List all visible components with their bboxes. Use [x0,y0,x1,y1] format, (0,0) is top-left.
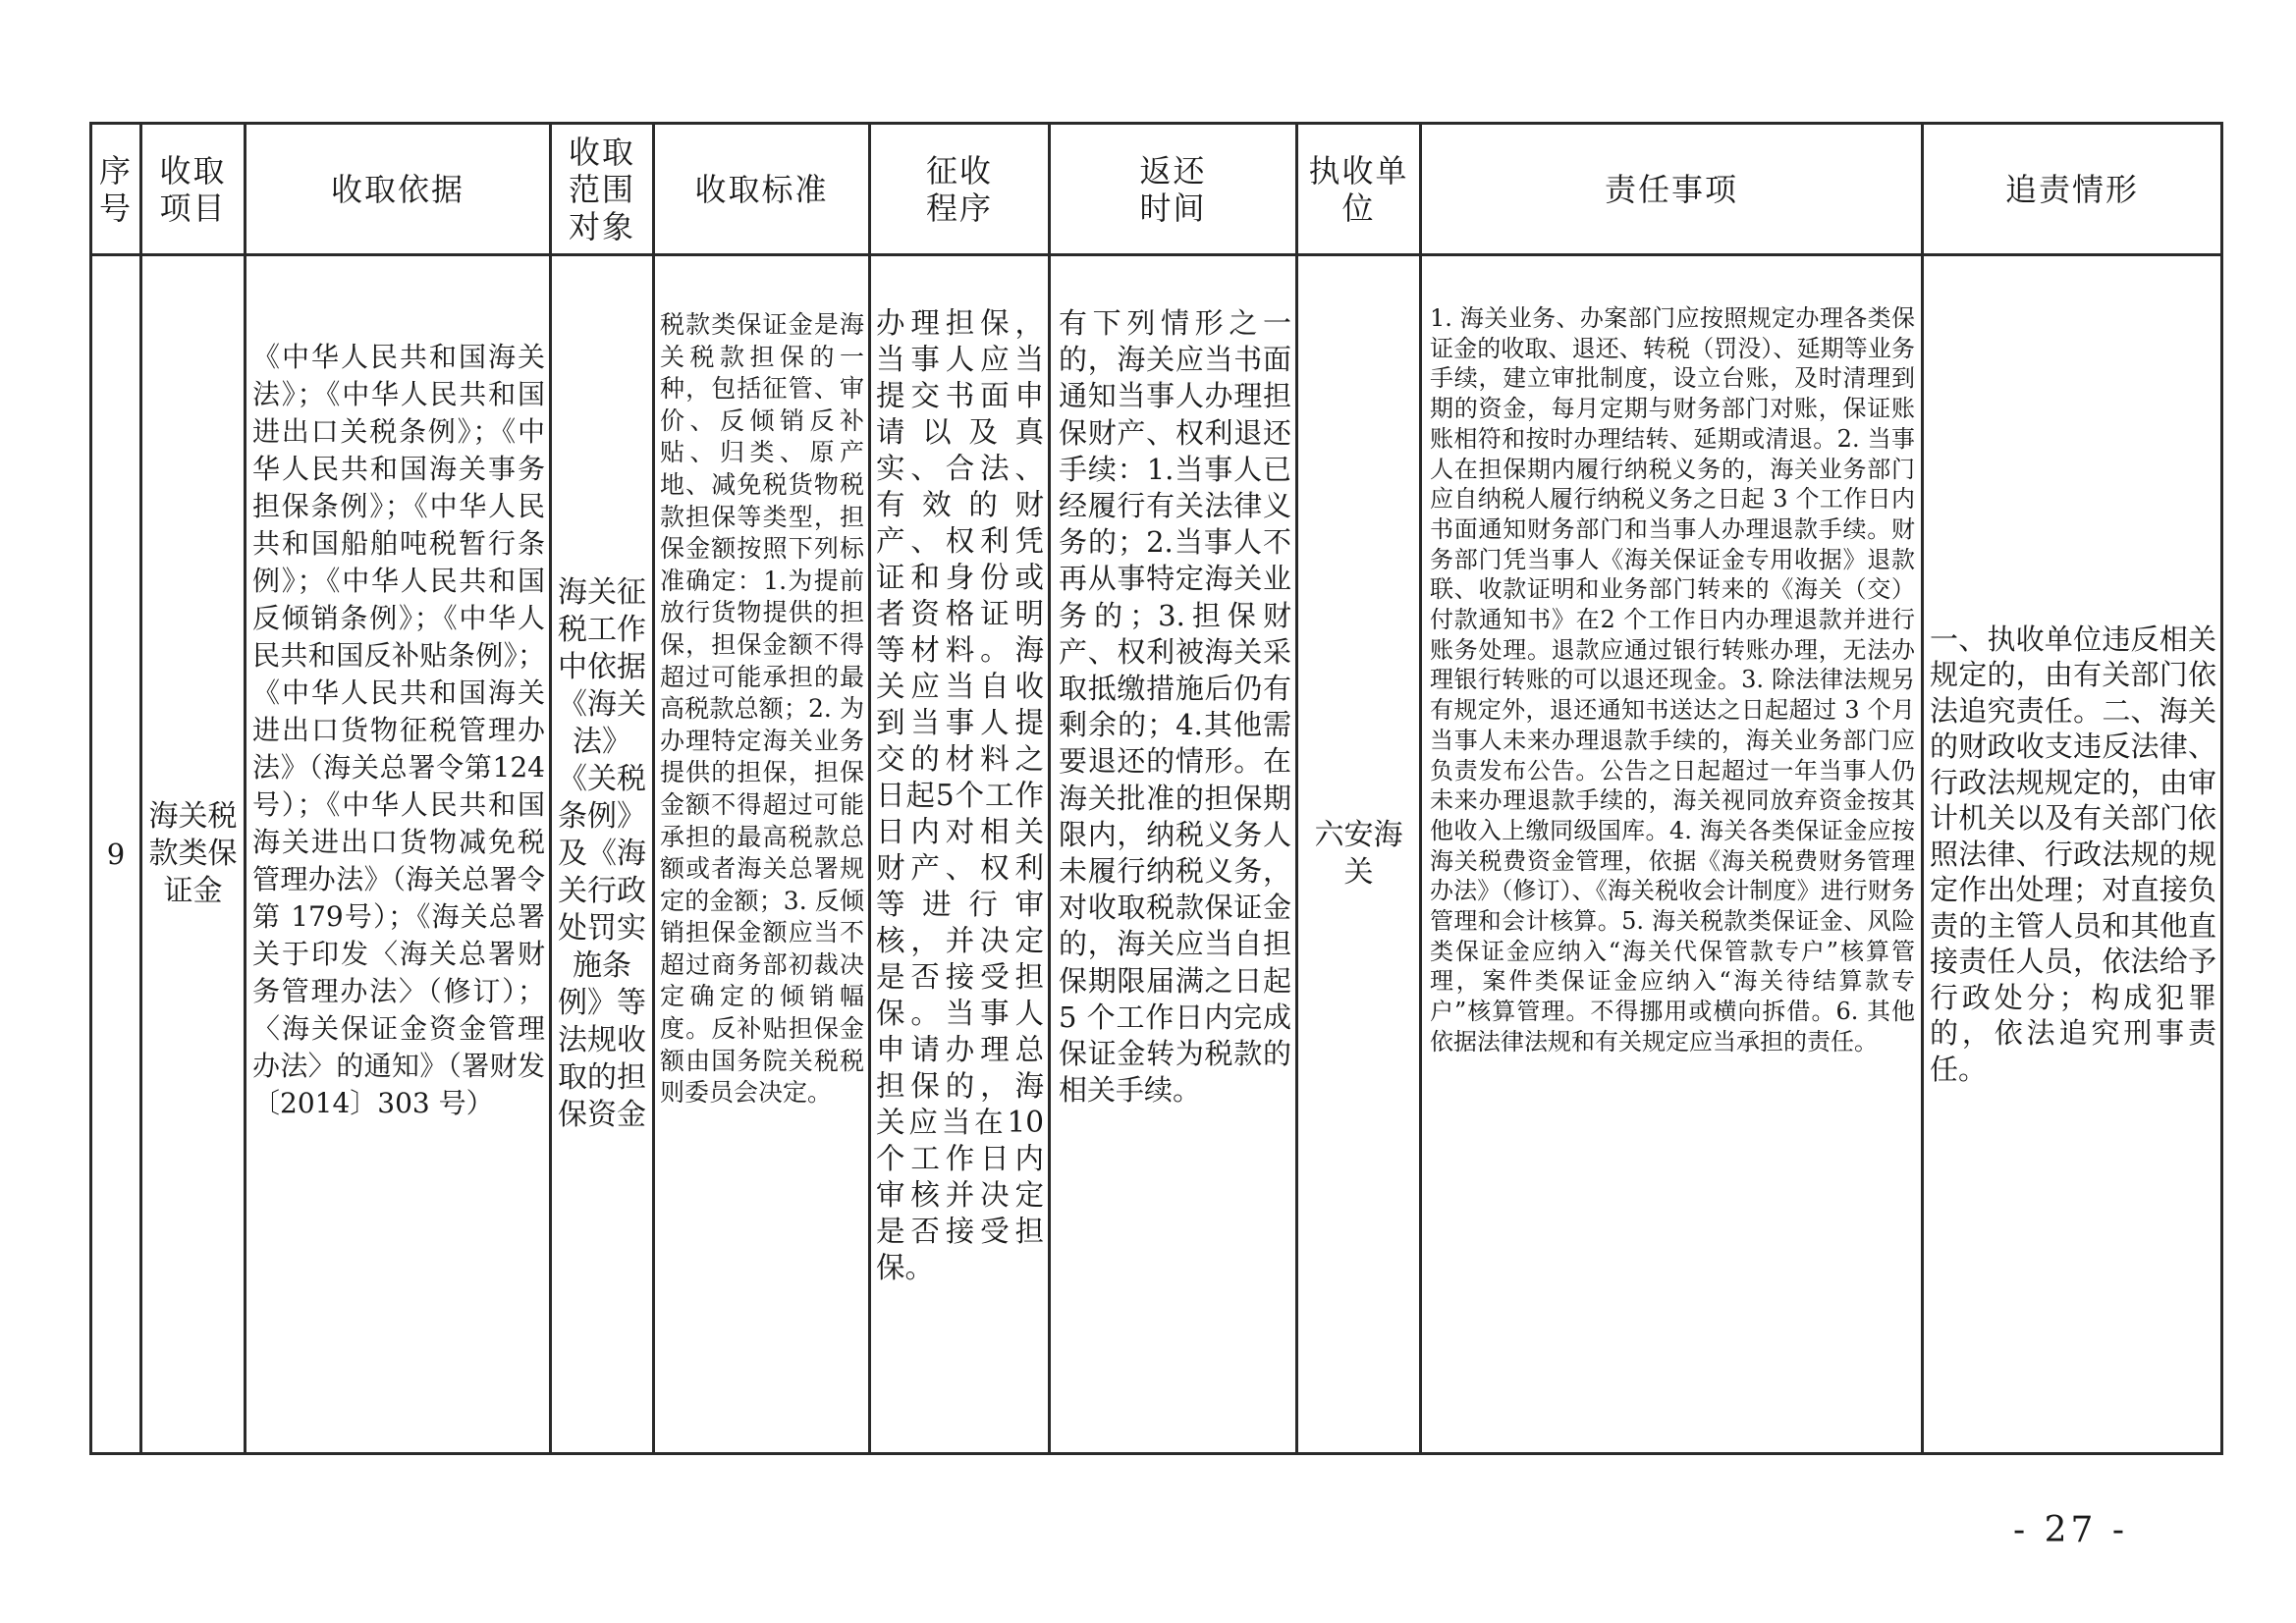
cell-basis: 《中华人民共和国海关法》；《中华人民共和国进出口关税条例》；《中华人民共和国海关事务担保条例》；《中华人民共和国船舶吨税暂行条例》；《中华人民共和国反倾销条例》；《中华人民共和国反补贴条例》；《中华人民共和国海关进出口货物征税管理办法》（海关总署令第124号）；《中华人民共和国海关进出口货物减免税管理办法》（海关总署令第 179号）；《海关总署关于印发〈海关总署财务管理办法〉（修订）；〈海关保证金资金管理办法〉的通知》（署财发〔2014〕303 号） [246,255,551,1454]
header-scope: 收取范围对象 [551,124,654,255]
cell-return-time: 有下列情形之一的，海关应当书面通知当事人办理担保财产、权利退还手续：1.当事人已经履行有关法律义务的；2.当事人不再从事特定海关业务的；3.担保财产、权利被海关采取抵缴措施后仍有剩余的；4.其他需要退还的情形。在海关批准的担保期限内，纳税义务人未履行纳税义务，对收取税款保证金的，海关应当自担保期限届满之日起 5 个工作日内完成保证金转为税款的相关手续。 [1050,255,1297,1454]
header-accountability: 追责情形 [1923,124,2222,255]
header-row [91,124,2222,255]
header-seq: 序号 [91,124,141,255]
cell-scope: 海关征税工作中依据《海关法》《关税条例》及《海关行政处罚实施条例》等法规收取的担保资金 [551,255,654,1454]
header-responsibility: 责任事项 [1421,124,1923,255]
cell-procedure: 办理担保，当事人应当提交书面申请以及真实、合法、有效的财产、权利凭证和身份或者资格证明等材料。海关应当自收到当事人提交的材料之日起5个工作日内对相关财产、权利等进行审核，并决定是否接受担保。当事人申请办理总担保的，海关应当在10个工作日内审核并决定是否接受担保。 [870,255,1050,1454]
cell-item: 海关税款类保证金 [141,255,246,1454]
table-row [91,255,2222,1454]
header-item: 收取项目 [141,124,246,255]
cell-responsibility: 1. 海关业务、办案部门应按照规定办理各类保证金的收取、退还、转税（罚没）、延期等业务手续，建立审批制度，设立台账，及时清理到期的资金，每月定期与财务部门对账，保证账账相符和按时办理结转、延期或清退。2. 当事人在担保期内履行纳税义务的，海关业务部门应自纳税人履行纳税义务之日起 3 个工作日内书面通知财务部门和当事人办理退款手续。财务部门凭当事人《海关保证金专用收据》退款联、收款证明和业务部门转来的《海关（交）付款通知书》在2 个工作日内办理退款并进行账务处理。退款应通过银行转账办理，无法办理银行转账的可以退还现金。3. 除法律法规另有规定外，退还通知书送达之日起超过 3 个月当事人未来办理退款手续的，海关业务部门应负责发布公告。公告之日起超过一年当事人仍未来办理退款手续的，海关视同放弃资金按其他收入上缴同级国库。4. 海关各类保证金应按海关税费资金管理，依据《海关税费财务管理办法》（修订）、《海关税收会计制度》进行财务管理和会计核算。5. 海关税款类保证金、风险类保证金应纳入“海关代保管款专户”核算管理，案件类保证金应纳入“海关待结算款专户”核算管理。不得挪用或横向拆借。6. 其他依据法律法规和有关规定应当承担的责任。 [1421,255,1923,1454]
cell-seq: 9 [91,255,141,1454]
fee-table [89,122,2223,1455]
cell-unit: 六安海关 [1297,255,1421,1454]
header-procedure: 征收程序 [870,124,1050,255]
header-return-time: 返还时间 [1050,124,1297,255]
cell-accountability: 一、执收单位违反相关规定的，由有关部门依法追究责任。二、海关的财政收支违反法律、行政法规规定的，由审计机关以及有关部门依照法律、行政法规的规定作出处理；对直接负责的主管人员和其他直接责任人员，依法给予行政处分；构成犯罪的，依法追究刑事责任。 [1923,255,2222,1454]
header-standard: 收取标准 [654,124,870,255]
page-number: - 27 - [2013,1510,2129,1550]
cell-standard: 税款类保证金是海关税款担保的一种，包括征管、审价、反倾销反补贴、归类、原产地、减免税货物税款担保等类型，担保金额按照下列标准确定：1.为提前放行货物提供的担保，担保金额不得超过可能承担的最高税款总额；2. 为办理特定海关业务提供的担保，担保金额不得超过可能承担的最高税款总额或者海关总署规定的金额；3. 反倾销担保金额应当不超过商务部初裁决定确定的倾销幅度。反补贴担保金额由国务院关税税则委员会决定。 [654,255,870,1454]
header-unit: 执收单位 [1297,124,1421,255]
header-basis: 收取依据 [246,124,551,255]
